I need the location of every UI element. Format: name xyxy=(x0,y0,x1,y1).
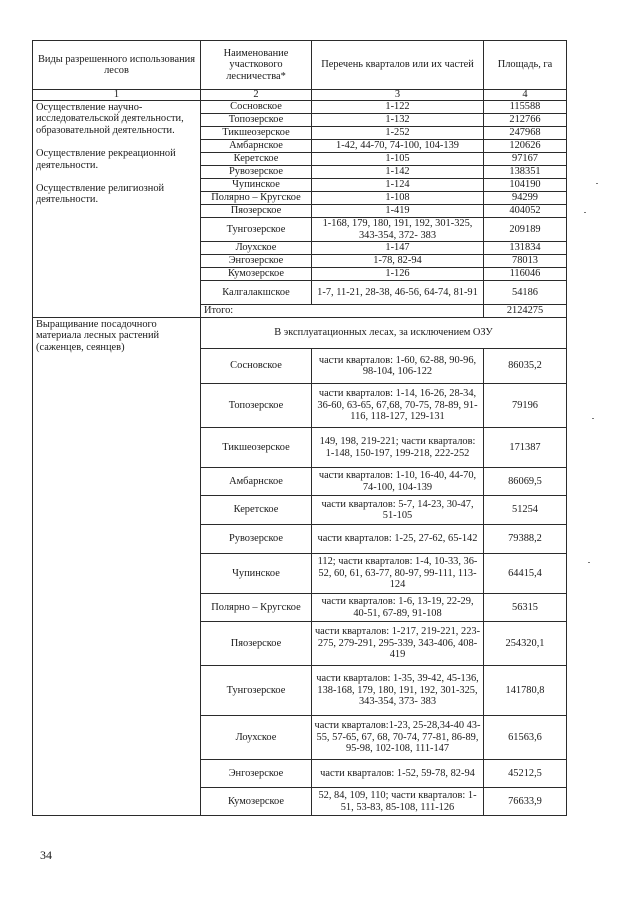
forestry-name-cell: Чупинское xyxy=(201,179,312,192)
forestry-name-cell: Полярно – Кругское xyxy=(201,594,312,622)
usage-type-cell xyxy=(33,101,201,318)
area-cell: 45212,5 xyxy=(484,760,567,788)
forestry-name-cell: Калгалакшское xyxy=(201,281,312,305)
area-cell: 76633,9 xyxy=(484,788,567,816)
area-cell: 141780,8 xyxy=(484,666,567,716)
area-cell: 79388,2 xyxy=(484,525,567,554)
header-quarters-list: Перечень кварталов или их частей xyxy=(312,41,484,90)
area-cell: 97167 xyxy=(484,153,567,166)
forestry-name-cell: Энгозерское xyxy=(201,760,312,788)
quarters-cell: 1-419 xyxy=(312,205,484,218)
table-header-row xyxy=(33,41,567,90)
forestry-name-cell: Амбарнское xyxy=(201,468,312,496)
forestry-name-cell: Тикшеозерское xyxy=(201,428,312,468)
area-cell: 138351 xyxy=(484,166,567,179)
quarters-cell: 1-7, 11-21, 28-38, 46-56, 64-74, 81-91 xyxy=(312,281,484,305)
quarters-cell: 1-122 xyxy=(312,101,484,114)
quarters-cell: 1-126 xyxy=(312,268,484,281)
forestry-name-cell: Амбарнское xyxy=(201,140,312,153)
quarters-cell: части кварталов: 1-14, 16-26, 28-34, 36-60, 63-65, 67,68, 70-75, 78-89, 91-116, 118-127, 129-131 xyxy=(312,384,484,428)
area-cell: 209189 xyxy=(484,218,567,242)
forestry-name-cell: Чупинское xyxy=(201,554,312,594)
usage-type-text: Осуществление религиозной деятельности. xyxy=(36,183,165,206)
usage-type-cell: Выращивание посадочного материала лесных растений (саженцев, сеянцев) xyxy=(33,318,201,816)
forestry-name-cell: Рувозерское xyxy=(201,166,312,179)
area-cell: 78013 xyxy=(484,255,567,268)
forestry-name-cell: Лоухское xyxy=(201,242,312,255)
forestry-name-cell: Пяозерское xyxy=(201,205,312,218)
area-cell: 54186 xyxy=(484,281,567,305)
column-number: 3 xyxy=(312,90,484,101)
scan-speck xyxy=(592,418,594,419)
quarters-cell: 1-132 xyxy=(312,114,484,127)
usage-type-text: Осуществление рекреационной деятельности. xyxy=(36,148,176,171)
area-cell: 247968 xyxy=(484,127,567,140)
forestry-name-cell: Тунгозерское xyxy=(201,218,312,242)
forestry-name-cell: Топозерское xyxy=(201,384,312,428)
header-forestry-name: Наименование участкового лесничества* xyxy=(201,41,312,90)
column-number: 2 xyxy=(201,90,312,101)
subheader-row xyxy=(33,318,567,349)
forestry-name-cell: Лоухское xyxy=(201,716,312,760)
scan-speck xyxy=(584,212,586,213)
column-number: 1 xyxy=(33,90,201,101)
area-cell: 115588 xyxy=(484,101,567,114)
forestry-name-cell: Тунгозерское xyxy=(201,666,312,716)
forestry-name-cell: Полярно – Кругское xyxy=(201,192,312,205)
area-cell: 56315 xyxy=(484,594,567,622)
quarters-cell: 1-142 xyxy=(312,166,484,179)
area-cell: 171387 xyxy=(484,428,567,468)
subheader-exploitation-forests: В эксплуатационных лесах, за исключением ОЗУ xyxy=(201,318,567,349)
forest-usage-table xyxy=(32,40,567,816)
quarters-cell: 1-124 xyxy=(312,179,484,192)
forestry-name-cell: Топозерское xyxy=(201,114,312,127)
scan-speck xyxy=(596,183,598,184)
area-cell: 116046 xyxy=(484,268,567,281)
forestry-name-cell: Керетское xyxy=(201,496,312,525)
forestry-name-cell: Кумозерское xyxy=(201,268,312,281)
quarters-cell: 1-108 xyxy=(312,192,484,205)
quarters-cell: части кварталов: 1-52, 59-78, 82-94 xyxy=(312,760,484,788)
forestry-name-cell: Пяозерское xyxy=(201,622,312,666)
quarters-cell: части кварталов: 1-35, 39-42, 45-136, 138-168, 179, 180, 191, 192, 301-325, 343-354, 373- 383 xyxy=(312,666,484,716)
usage-type-text: Осуществление научно-исследовательской деятельности, образовательной деятельности. xyxy=(36,102,184,136)
page-number: 34 xyxy=(40,848,52,862)
quarters-cell: части кварталов: 1-10, 16-40, 44-70, 74-100, 104-139 xyxy=(312,468,484,496)
total-area: 2124275 xyxy=(484,305,567,318)
area-cell: 64415,4 xyxy=(484,554,567,594)
quarters-cell: 1-105 xyxy=(312,153,484,166)
quarters-cell: 1-168, 179, 180, 191, 192, 301-325, 343-354, 372- 383 xyxy=(312,218,484,242)
forestry-name-cell: Керетское xyxy=(201,153,312,166)
area-cell: 94299 xyxy=(484,192,567,205)
scan-speck xyxy=(588,562,590,563)
quarters-cell: 1-147 xyxy=(312,242,484,255)
forestry-name-cell: Энгозерское xyxy=(201,255,312,268)
area-cell: 104190 xyxy=(484,179,567,192)
quarters-cell: части кварталов: 1-217, 219-221, 223-275, 279-291, 295-339, 343-406, 408-419 xyxy=(312,622,484,666)
area-cell: 79196 xyxy=(484,384,567,428)
table-row xyxy=(33,101,567,114)
area-cell: 212766 xyxy=(484,114,567,127)
quarters-cell: части кварталов: 1-25, 27-62, 65-142 xyxy=(312,525,484,554)
area-cell: 131834 xyxy=(484,242,567,255)
column-number: 4 xyxy=(484,90,567,101)
forestry-name-cell: Сосновское xyxy=(201,349,312,384)
quarters-cell: части кварталов: 1-60, 62-88, 90-96, 98-104, 106-122 xyxy=(312,349,484,384)
area-cell: 86035,2 xyxy=(484,349,567,384)
forestry-name-cell: Сосновское xyxy=(201,101,312,114)
area-cell: 86069,5 xyxy=(484,468,567,496)
header-area: Площадь, га xyxy=(484,41,567,90)
forestry-name-cell: Кумозерское xyxy=(201,788,312,816)
column-numbers-row xyxy=(33,90,567,101)
quarters-cell: части кварталов: 5-7, 14-23, 30-47, 51-105 xyxy=(312,496,484,525)
quarters-cell: части кварталов: 1-6, 13-19, 22-29, 40-51, 67-89, 91-108 xyxy=(312,594,484,622)
quarters-cell: 52, 84, 109, 110; части кварталов: 1-51, 53-83, 85-108, 111-126 xyxy=(312,788,484,816)
area-cell: 51254 xyxy=(484,496,567,525)
area-cell: 61563,6 xyxy=(484,716,567,760)
quarters-cell: части кварталов:1-23, 25-28,34-40 43-55, 57-65, 67, 68, 70-74, 77-81, 86-89, 95-98, 102-108, 111-147 xyxy=(312,716,484,760)
forestry-name-cell: Рувозерское xyxy=(201,525,312,554)
area-cell: 120626 xyxy=(484,140,567,153)
quarters-cell: 1-252 xyxy=(312,127,484,140)
total-label: Итого: xyxy=(201,305,484,318)
quarters-cell: 1-42, 44-70, 74-100, 104-139 xyxy=(312,140,484,153)
area-cell: 254320,1 xyxy=(484,622,567,666)
quarters-cell: 112; части кварталов: 1-4, 10-33, 36-52, 60, 61, 63-77, 80-97, 99-111, 113-124 xyxy=(312,554,484,594)
area-cell: 404052 xyxy=(484,205,567,218)
forestry-name-cell: Тикшеозерское xyxy=(201,127,312,140)
quarters-cell: 149, 198, 219-221; части кварталов: 1-148, 150-197, 199-218, 222-252 xyxy=(312,428,484,468)
header-usage-types: Виды разрешенного использования лесов xyxy=(33,41,201,90)
quarters-cell: 1-78, 82-94 xyxy=(312,255,484,268)
